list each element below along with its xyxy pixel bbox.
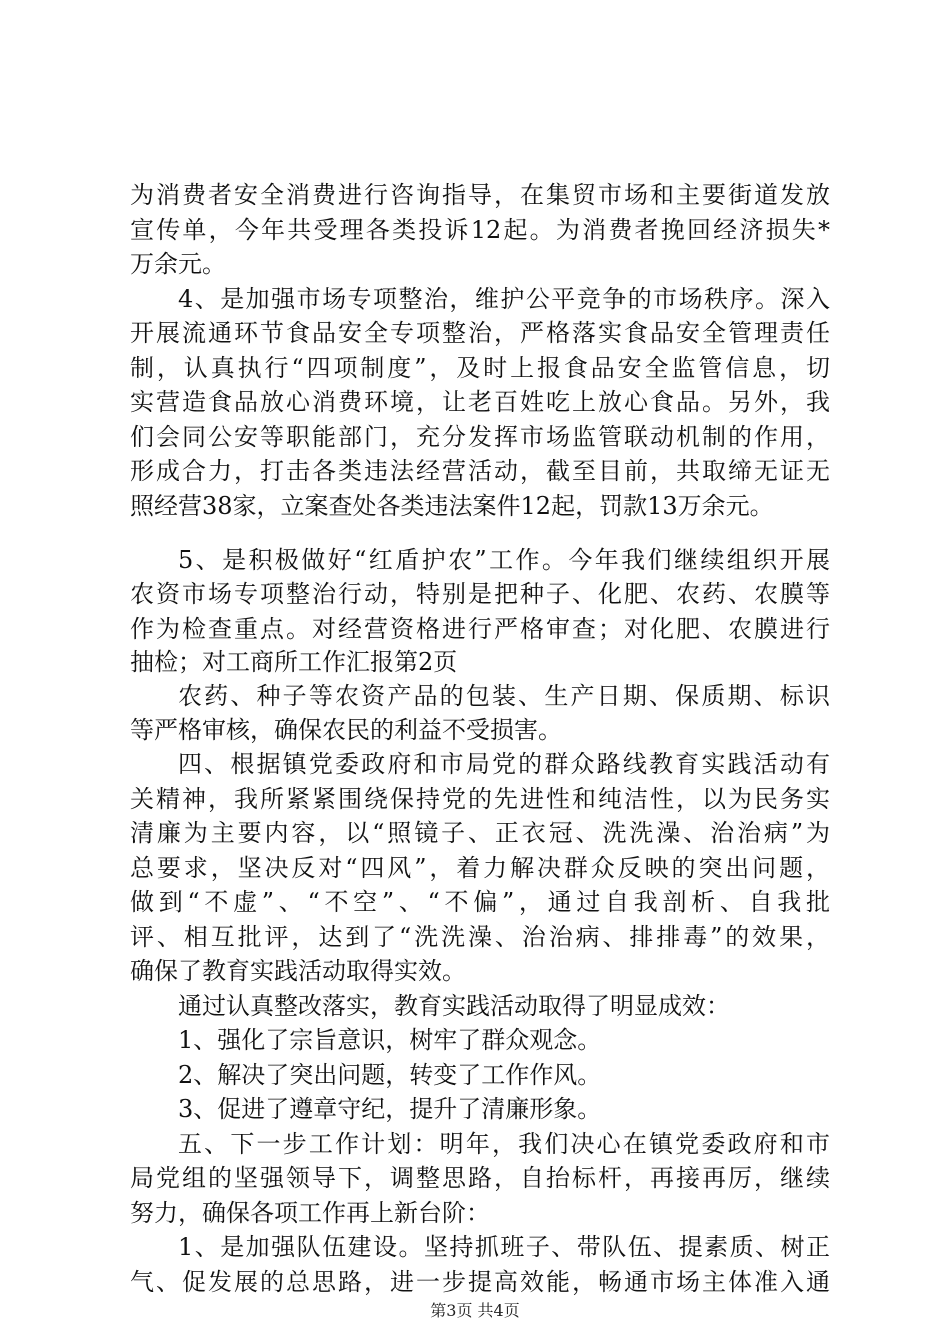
plan-item-first-line: 1、是加强队伍建设。坚持抓班子、带队伍、提素质、树正 [178, 1233, 830, 1261]
text-line: 局党组的坚强领导下，调整思路，自抬标杆，再接再厉，继续 [130, 1164, 830, 1192]
paragraph-5-first-line: 5、是积极做好“红盾护农”工作。今年我们继续组织开展 [178, 546, 830, 574]
paragraph-first-line: 农药、种子等农资产品的包装、生产日期、保质期、标识 [178, 682, 830, 710]
text-line: 宣传单，今年共受理各类投诉12起。为消费者挽回经济损失* [130, 216, 830, 244]
text-line: 确保了教育实践活动取得实效。 [130, 957, 466, 985]
text-line: 农资市场专项整治行动，特别是把种子、化肥、农药、农膜等 [130, 580, 830, 608]
text-line: 们会同公安等职能部门，充分发挥市场监管联动机制的作用， [130, 423, 830, 451]
results-intro-line: 通过认真整改落实，教育实践活动取得了明显成效： [178, 992, 730, 1020]
text-line: 制，认真执行“四项制度”，及时上报食品安全监管信息，切 [130, 354, 830, 382]
text-line: 作为检查重点。对经营资格进行严格审查；对化肥、农膜进行 [130, 615, 830, 643]
text-line: 努力，确保各项工作再上新台阶： [130, 1199, 490, 1227]
paragraph-4-first-line: 4、是加强市场专项整治，维护公平竞争的市场秩序。深入 [178, 285, 830, 313]
text-line: 关精神，我所紧紧围绕保持党的先进性和纯洁性，以为民务实 [130, 785, 830, 813]
text-line: 照经营38家，立案查处各类违法案件12起，罚款13万余元。 [130, 492, 774, 520]
section-5-first-line: 五、下一步工作计划：明年，我们决心在镇党委政府和市 [178, 1130, 830, 1158]
text-line: 形成合力，打击各类违法经营活动，截至目前，共取缔无证无 [130, 457, 830, 485]
text-line: 为消费者安全消费进行咨询指导，在集贸市场和主要街道发放 [130, 181, 830, 209]
result-item: 2、解决了突出问题，转变了工作作风。 [178, 1061, 602, 1089]
result-item: 3、促进了遵章守纪，提升了清廉形象。 [178, 1095, 602, 1123]
text-line: 做到“不虚”、“不空”、“不偏”，通过自我剖析、自我批 [130, 888, 830, 916]
text-line: 清廉为主要内容，以“照镜子、正衣冠、洗洗澡、治治病”为 [130, 819, 830, 847]
page-footer: 第3页 共4页 [430, 1301, 520, 1320]
text-line: 万余元。 [130, 250, 226, 278]
section-4-first-line: 四、根据镇党委政府和市局党的群众路线教育实践活动有 [178, 750, 830, 778]
text-line: 开展流通环节食品安全专项整治，严格落实食品安全管理责任 [130, 319, 830, 347]
text-line: 总要求，坚决反对“四风”，着力解决群众反映的突出问题， [130, 854, 830, 882]
text-line: 抽检；对工商所工作汇报第2页 [130, 648, 458, 676]
text-line: 评、相互批评，达到了“洗洗澡、治治病、排排毒”的效果， [130, 923, 830, 951]
text-line: 气、促发展的总思路，进一步提高效能，畅通市场主体准入通 [130, 1268, 830, 1296]
text-line: 等严格审核，确保农民的利益不受损害。 [130, 716, 562, 744]
text-line: 实营造食品放心消费环境，让老百姓吃上放心食品。另外，我 [130, 388, 830, 416]
result-item: 1、强化了宗旨意识，树牢了群众观念。 [178, 1026, 602, 1054]
